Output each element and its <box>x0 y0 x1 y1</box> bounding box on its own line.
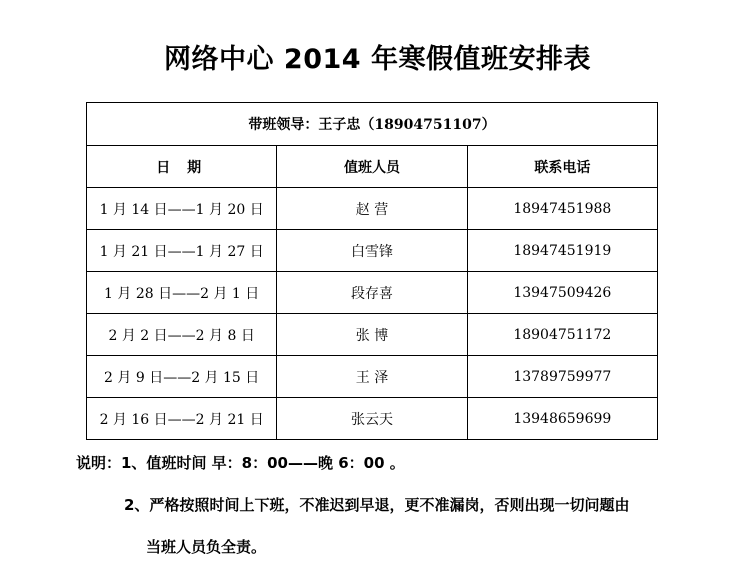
date-cell: 1 月 21 日——1 月 27 日 <box>87 230 277 272</box>
person-cell: 白雪锋 <box>277 230 467 272</box>
phone-cell: 18947451988 <box>467 188 657 230</box>
person-cell: 张 博 <box>277 314 467 356</box>
phone-cell: 18947451919 <box>467 230 657 272</box>
phone-cell: 13948659699 <box>467 398 657 440</box>
leader-cell: 带班领导：王子忠（18904751107） <box>87 103 658 146</box>
header-person: 值班人员 <box>277 146 467 188</box>
header-phone: 联系电话 <box>467 146 657 188</box>
header-date: 日 期 <box>87 146 277 188</box>
date-cell: 2 月 16 日——2 月 21 日 <box>87 398 277 440</box>
table-row <box>87 314 658 356</box>
date-cell: 2 月 9 日——2 月 15 日 <box>87 356 277 398</box>
table-row <box>87 230 658 272</box>
date-cell: 1 月 28 日——2 月 1 日 <box>87 272 277 314</box>
duty-schedule-table <box>86 102 658 440</box>
phone-cell: 13789759977 <box>467 356 657 398</box>
leader-row <box>87 103 658 146</box>
header-row <box>87 146 658 188</box>
note-line-2: 2、严格按照时间上下班，不准迟到早退，更不准漏岗，否则出现一切问题由 <box>124 496 630 514</box>
table-row <box>87 398 658 440</box>
phone-cell: 13947509426 <box>467 272 657 314</box>
phone-cell: 18904751172 <box>467 314 657 356</box>
person-cell: 段存喜 <box>277 272 467 314</box>
date-cell: 2 月 2 日——2 月 8 日 <box>87 314 277 356</box>
person-cell: 张云天 <box>277 398 467 440</box>
note-line-3: 当班人员负全责。 <box>146 538 267 556</box>
person-cell: 王 泽 <box>277 356 467 398</box>
table-row <box>87 272 658 314</box>
page-title: 网络中心 2014 年寒假值班安排表 <box>164 44 591 75</box>
person-cell: 赵 营 <box>277 188 467 230</box>
note-line-1: 说明：1、值班时间 早：8：00——晚 6：00 。 <box>76 454 405 472</box>
table-row <box>87 356 658 398</box>
table-row <box>87 188 658 230</box>
date-cell: 1 月 14 日——1 月 20 日 <box>87 188 277 230</box>
